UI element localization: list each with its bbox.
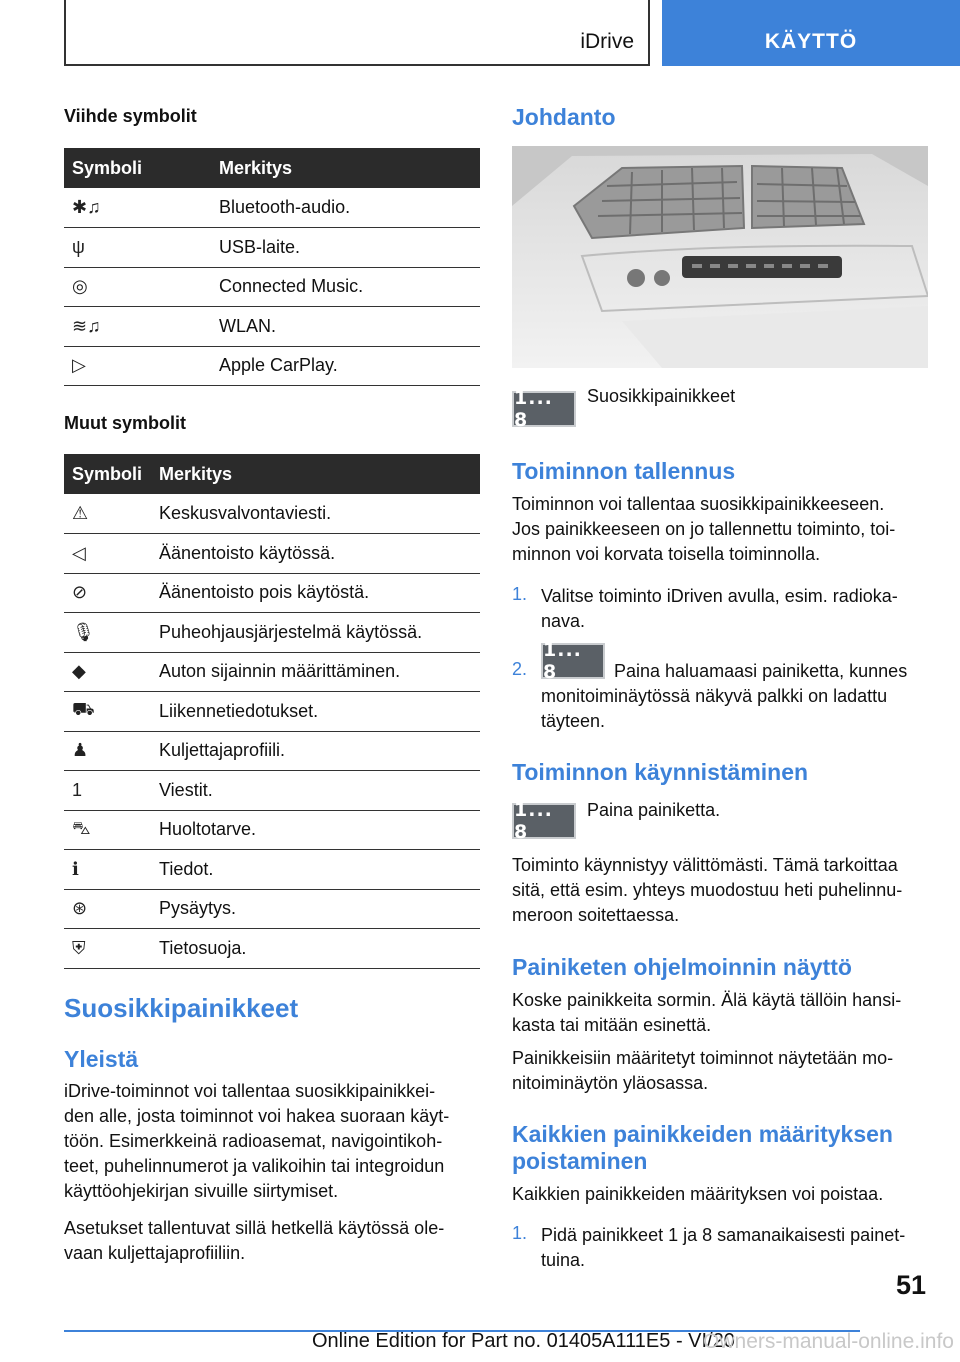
carplay-icon: ▷ xyxy=(64,346,211,386)
table-row xyxy=(64,307,480,347)
row-meaning: Tietosuoja. xyxy=(151,929,480,969)
row-meaning: Äänentoisto käytössä. xyxy=(151,534,480,574)
column-header-symbol: Symboli xyxy=(64,454,151,494)
column-header-meaning: Merkitys xyxy=(151,454,480,494)
entertainment-symbols-heading: Viihde symbolit xyxy=(64,106,197,126)
traffic-info-icon: ⛟ xyxy=(64,692,151,732)
privacy-icon: ⛨ xyxy=(64,929,151,969)
table-row xyxy=(64,850,480,890)
table-row xyxy=(64,692,480,732)
bluetooth-audio-icon: ✱♫ xyxy=(64,188,211,228)
row-meaning: Huoltotarve. xyxy=(151,810,480,850)
row-meaning: Bluetooth-audio. xyxy=(211,188,480,228)
intro-heading: Johdanto xyxy=(512,104,616,130)
table-row xyxy=(64,731,480,771)
display-heading: Painiketen ohjelmoinnin näyttö xyxy=(512,954,852,980)
column-header-meaning: Merkitys xyxy=(211,148,480,188)
header-section: KÄYTTÖ xyxy=(764,30,858,53)
delete-step-1-number: 1. xyxy=(512,1223,528,1243)
row-meaning: Äänentoisto pois käytöstä. xyxy=(151,573,480,613)
location-icon: ◆ xyxy=(64,652,151,692)
watermark: Owners-manual-online.info xyxy=(703,1330,954,1353)
row-meaning: Keskusvalvontaviesti. xyxy=(151,494,480,534)
table-row xyxy=(64,188,480,228)
table-row xyxy=(64,494,480,534)
table-row xyxy=(64,929,480,969)
row-meaning: Connected Music. xyxy=(211,267,480,307)
column-header-symbol: Symboli xyxy=(64,148,211,188)
favorite-button-icon: 1... 8 xyxy=(512,391,576,427)
row-meaning: Kuljettajaprofiili. xyxy=(151,731,480,771)
step-2-text-line1: Paina haluamaasi painiketta, kunnes xyxy=(614,661,908,681)
table-row xyxy=(64,228,480,268)
warning-triangle-icon: ⚠ xyxy=(64,494,151,534)
start-heading: Toiminnon käynnistäminen xyxy=(512,759,809,785)
table-row xyxy=(64,267,480,307)
header-title: iDrive xyxy=(580,30,634,53)
row-meaning: Tiedot. xyxy=(151,850,480,890)
table-header-row xyxy=(64,454,480,494)
display-paragraph-1: Koske painikkeita sormin. Älä käytä tällöin hansi- kasta tai mitään esinettä. xyxy=(512,990,902,1035)
button-caption: Suosikkipainikkeet xyxy=(587,386,736,406)
start-paragraph: Toiminto käynnistyy välittömästi. Tämä tarkoittaa sitä, että esim. yhteys muodostuu heti puhelinnu- meroon soitettaessa. xyxy=(512,855,903,925)
page-number: 51 xyxy=(895,1270,926,1300)
table-row xyxy=(64,771,480,811)
general-paragraph-2: Asetukset tallentuvat sillä hetkellä käytössä ole- vaan kuljettajaprofiiliin. xyxy=(64,1218,445,1263)
header-section-box xyxy=(662,0,960,66)
row-meaning: Auton sijainnin määrittäminen. xyxy=(151,652,480,692)
wlan-music-icon: ≋♫ xyxy=(64,307,211,347)
display-paragraph-2: Painikkeisiin määritetyt toiminnot näytetään mo- nitoiminäytön yläosassa. xyxy=(512,1048,894,1093)
table-row xyxy=(64,889,480,929)
step-2-number: 2. xyxy=(512,659,528,679)
table-row xyxy=(64,346,480,386)
table-row xyxy=(64,810,480,850)
favorite-button-icon: 1... 8 xyxy=(512,803,576,839)
general-paragraph-1: iDrive-toiminnot voi tallentaa suosikkipainikkei- den alle, josta toiminnot voi hakea suoraan käyt- töön. Esimerkkeinä radioasemat, navigointikoh- teet, puhelinnumerot ja valikoihin tai integroidun käyttöohjekirjan sivuille siirtymiset. xyxy=(64,1081,450,1201)
stop-icon: ⊛ xyxy=(64,889,151,929)
driver-profile-icon: ♟ xyxy=(64,731,151,771)
save-heading: Toiminnon tallennus xyxy=(512,458,736,484)
microphone-icon: 🎙 xyxy=(64,613,151,653)
info-icon: ℹ xyxy=(64,850,151,890)
step-1-text: Valitse toiminto iDriven avulla, esim. radioka- nava. xyxy=(541,586,898,631)
entertainment-symbols-table xyxy=(64,148,480,386)
delete-paragraph: Kaikkien painikkeiden määrityksen voi poistaa. xyxy=(512,1184,884,1204)
speaker-icon: ◁ xyxy=(64,534,151,574)
table-row xyxy=(64,534,480,574)
table-row xyxy=(64,573,480,613)
header-title-box xyxy=(64,0,650,66)
footer-edition-text: Online Edition for Part no. 01405A111E5 - VI/20 xyxy=(312,1330,735,1352)
speaker-off-icon: ⊘ xyxy=(64,573,151,613)
table-header-row xyxy=(64,148,480,188)
row-meaning: Pysäytys. xyxy=(151,889,480,929)
dashboard-buttons-photo xyxy=(512,146,928,368)
other-symbols-heading: Muut symbolit xyxy=(64,413,186,433)
row-meaning: Liikennetiedotukset. xyxy=(151,692,480,732)
favorite-button-icon: 1... 8 xyxy=(541,643,605,679)
favorites-title: Suosikkipainikkeet xyxy=(64,993,299,1023)
message-icon: 1 xyxy=(64,771,151,811)
service-car-icon: ⛍ xyxy=(64,810,151,850)
row-meaning: WLAN. xyxy=(211,307,480,347)
step-1-number: 1. xyxy=(512,584,528,604)
table-row xyxy=(64,613,480,653)
row-meaning: Viestit. xyxy=(151,771,480,811)
row-meaning: Puheohjausjärjestelmä käytössä. xyxy=(151,613,480,653)
start-caption: Paina painiketta. xyxy=(587,800,721,820)
delete-step-1-text: Pidä painikkeet 1 ja 8 samanaikaisesti painet- tuina. xyxy=(541,1225,906,1270)
row-meaning: USB-laite. xyxy=(211,228,480,268)
step-2-text: monitoiminäytössä näkyvä palkki on ladattu täyteen. xyxy=(541,686,888,731)
other-symbols-table xyxy=(64,454,480,969)
table-row xyxy=(64,652,480,692)
connected-music-icon: ◎ xyxy=(64,267,211,307)
save-paragraph: Toiminnon voi tallentaa suosikkipainikkeeseen. Jos painikkeeseen on jo tallennettu toiminto, toi- minnon voi korvata toisella toiminnolla. xyxy=(512,494,896,564)
delete-heading: Kaikkien painikkeiden määrityksen poistaminen xyxy=(512,1121,893,1174)
row-meaning: Apple CarPlay. xyxy=(211,346,480,386)
general-heading: Yleistä xyxy=(64,1046,139,1072)
usb-icon: ψ xyxy=(64,228,211,268)
